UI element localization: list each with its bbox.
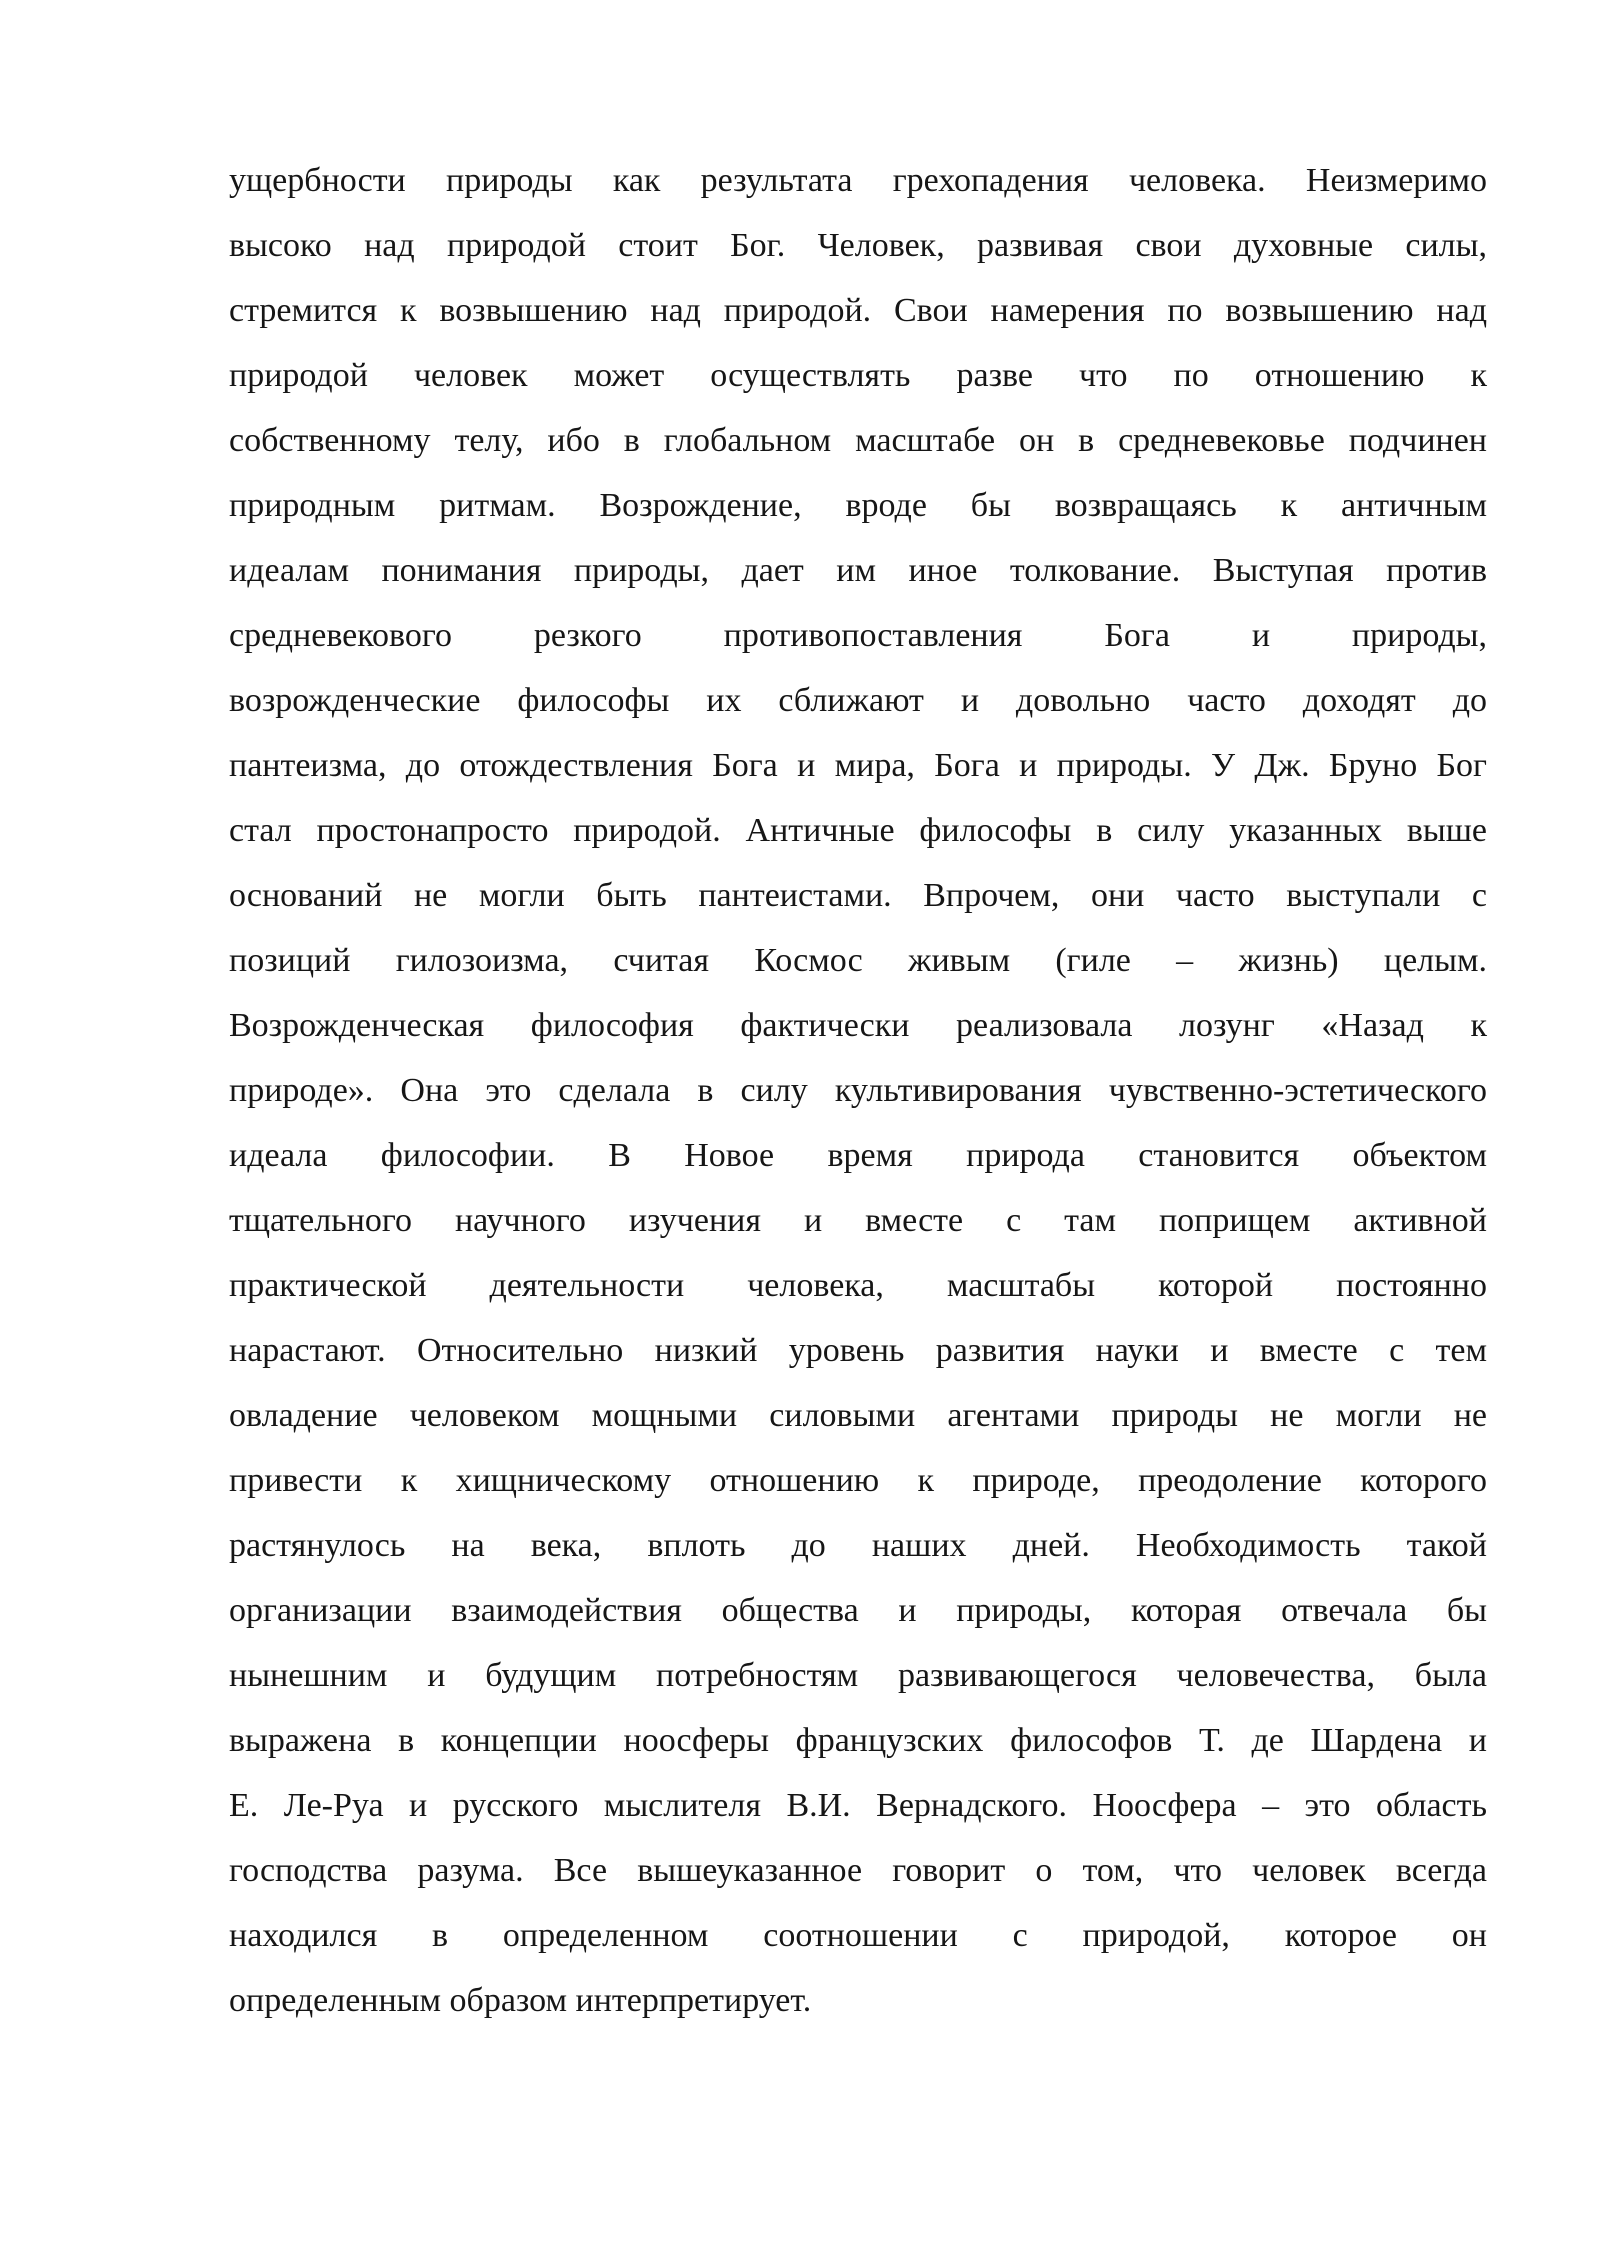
text-line: природным ритмам. Возрождение, вроде бы возвращаясь к античным bbox=[229, 487, 1487, 524]
text-line: растянулось на века, вплоть до наших дней. Необходимость такой bbox=[229, 1527, 1487, 1564]
text-line: привести к хищническому отношению к природе, преодоление которого bbox=[229, 1462, 1487, 1499]
text-line: тщательного научного изучения и вместе с там поприщем активной bbox=[229, 1202, 1487, 1239]
text-line: стремится к возвышению над природой. Свои намерения по возвышению над bbox=[229, 292, 1487, 329]
text-line: оснований не могли быть пантеистами. Впрочем, они часто выступали с bbox=[229, 877, 1487, 914]
body-text bbox=[229, 148, 1487, 2033]
text-line: практической деятельности человека, масштабы которой постоянно bbox=[229, 1267, 1487, 1304]
text-line: идеалам понимания природы, дает им иное толкование. Выступая против bbox=[229, 552, 1487, 589]
text-line: идеала философии. В Новое время природа становится объектом bbox=[229, 1137, 1487, 1174]
text-line: нынешним и будущим потребностям развивающегося человечества, была bbox=[229, 1657, 1487, 1694]
text-line: природе». Она это сделала в силу культивирования чувственно-эстетического bbox=[229, 1072, 1487, 1109]
text-line: природой человек может осуществлять разве что по отношению к bbox=[229, 357, 1487, 394]
text-line: средневекового резкого противопоставления Бога и природы, bbox=[229, 617, 1487, 654]
text-line: овладение человеком мощными силовыми агентами природы не могли не bbox=[229, 1397, 1487, 1434]
text-line: организации взаимодействия общества и природы, которая отвечала бы bbox=[229, 1592, 1487, 1629]
text-line: пантеизма, до отождествления Бога и мира, Бога и природы. У Дж. Бруно Бог bbox=[229, 747, 1487, 784]
text-line: возрожденческие философы их сближают и довольно часто доходят до bbox=[229, 682, 1487, 719]
text-line: Е. Ле-Руа и русского мыслителя В.И. Вернадского. Ноосфера – это область bbox=[229, 1787, 1487, 1824]
text-line: господства разума. Все вышеуказанное говорит о том, что человек всегда bbox=[229, 1852, 1487, 1889]
text-line-last: определенным образом интерпретирует. bbox=[229, 1982, 812, 2019]
text-line: собственному телу, ибо в глобальном масштабе он в средневековье подчинен bbox=[229, 422, 1487, 459]
text-line: высоко над природой стоит Бог. Человек, развивая свои духовные силы, bbox=[229, 227, 1487, 264]
text-line: выражена в концепции ноосферы французских философов Т. де Шардена и bbox=[229, 1722, 1487, 1759]
text-line: Возрожденческая философия фактически реализовала лозунг «Назад к bbox=[229, 1007, 1487, 1044]
text-line: ущербности природы как результата грехопадения человека. Неизмеримо bbox=[229, 162, 1487, 199]
text-line: нарастают. Относительно низкий уровень развития науки и вместе с тем bbox=[229, 1332, 1487, 1369]
text-line: стал простонапросто природой. Античные философы в силу указанных выше bbox=[229, 812, 1487, 849]
text-line: находился в определенном соотношении с природой, которое он bbox=[229, 1917, 1487, 1954]
text-line: позиций гилозоизма, считая Космос живым (гиле – жизнь) целым. bbox=[229, 942, 1487, 979]
